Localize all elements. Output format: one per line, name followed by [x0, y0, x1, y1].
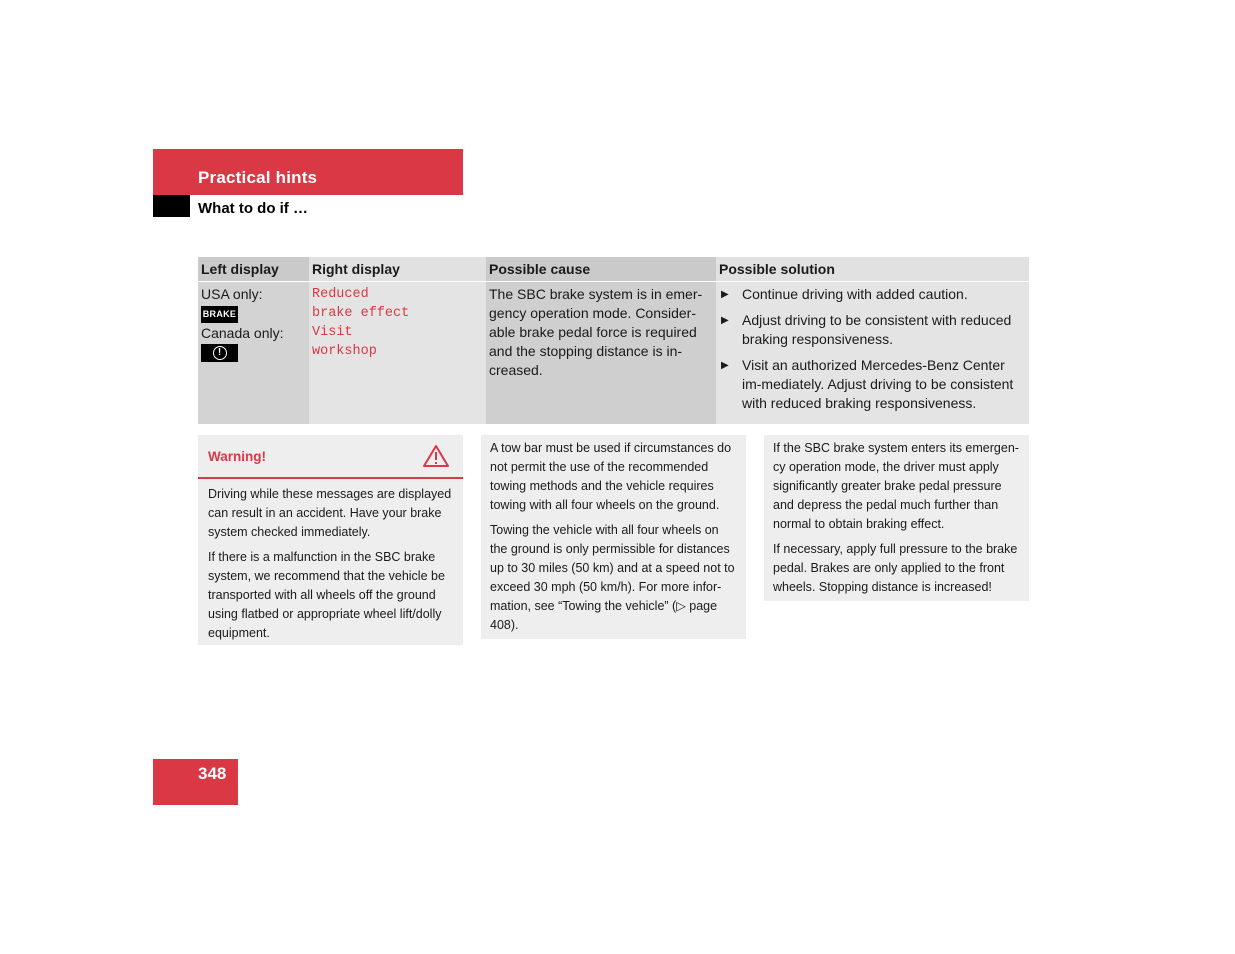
- solution-text: Visit an authorized Mercedes-Benz Center im-mediately. Adjust driving to be consistent with reduced braking responsiveness.: [742, 357, 1014, 411]
- display-message-line: workshop: [312, 344, 377, 359]
- column-header-possible-solution: Possible solution: [716, 257, 1029, 282]
- column-header-left-display: Left display: [198, 257, 309, 282]
- note-paragraph: If necessary, apply full pressure to the brake pedal. Brakes are only applied to the front wheels. Stopping distance is increased!: [773, 542, 1018, 594]
- column-header-right-display: Right display: [309, 257, 486, 282]
- display-message-line: brake effect: [312, 306, 410, 321]
- display-message-line: Reduced: [312, 287, 369, 302]
- towing-note-box: [481, 435, 746, 639]
- page-number: 348: [198, 764, 227, 783]
- display-message-line: Visit: [312, 325, 353, 340]
- subsection-title: What to do if …: [198, 200, 308, 217]
- display-message-table: [198, 257, 1029, 424]
- triangle-right-icon: ▶: [721, 360, 729, 371]
- warning-triangle-icon: [423, 444, 449, 468]
- usa-label: USA only:: [201, 286, 263, 302]
- section-marker: [153, 195, 190, 217]
- list-item: [719, 311, 1026, 349]
- warning-box: [198, 435, 463, 645]
- left-display-cell: [198, 282, 309, 425]
- note-paragraph: Towing the vehicle with all four wheels on the ground is only permissible for distances up to 30 miles (50 km) and at a speed not to exceed 30 mph (50 km/h). For more infor-mation, see “Towing the vehicle” (▷ page 408).: [490, 523, 735, 632]
- column-header-possible-cause: Possible cause: [486, 257, 716, 282]
- exclamation-icon: !: [213, 346, 227, 360]
- brake-warning-circle-icon: [201, 344, 238, 362]
- possible-solution-cell: [716, 282, 1029, 425]
- solution-text: Continue driving with added caution.: [742, 286, 968, 302]
- note-paragraph: If the SBC brake system enters its emergen-cy operation mode, the driver must apply significantly greater brake pedal pressure and depress the pedal much further than normal to obtain braking effect.: [773, 441, 1019, 531]
- table-header-row: [198, 257, 1029, 282]
- triangle-right-icon: ▶: [721, 289, 729, 300]
- possible-cause-cell: The SBC brake system is in emer-gency operation mode. Consider-able brake pedal force is required and the stopping distance is in-creased.: [486, 282, 716, 425]
- note-paragraph: A tow bar must be used if circumstances do not permit the use of the recommended towing methods and the vehicle requires towing with all four wheels on the ground.: [490, 441, 732, 512]
- warning-paragraph: Driving while these messages are displayed can result in an accident. Have your brake system checked immediately.: [208, 487, 452, 539]
- section-title: Practical hints: [198, 168, 318, 187]
- warning-title: Warning!: [208, 449, 266, 464]
- canada-label: Canada only:: [201, 324, 284, 341]
- warning-paragraph: If there is a malfunction in the SBC brake system, we recommend that the vehicle be transported with all wheels off the ground using flatbed or appropriate wheel lift/dolly equipment.: [208, 550, 445, 640]
- list-item: [719, 285, 1026, 304]
- warning-body: [198, 479, 463, 643]
- table-row: [198, 282, 1029, 425]
- brake-indicator-icon: BRAKE: [201, 306, 238, 323]
- solution-text: Adjust driving to be consistent with reduced braking responsiveness.: [742, 312, 1012, 347]
- list-item: [719, 356, 1026, 413]
- triangle-right-icon: ▶: [721, 315, 729, 326]
- warning-header: [198, 435, 463, 479]
- solution-list: [719, 285, 1026, 413]
- right-display-cell: [309, 282, 486, 425]
- sbc-note-box: [764, 435, 1029, 601]
